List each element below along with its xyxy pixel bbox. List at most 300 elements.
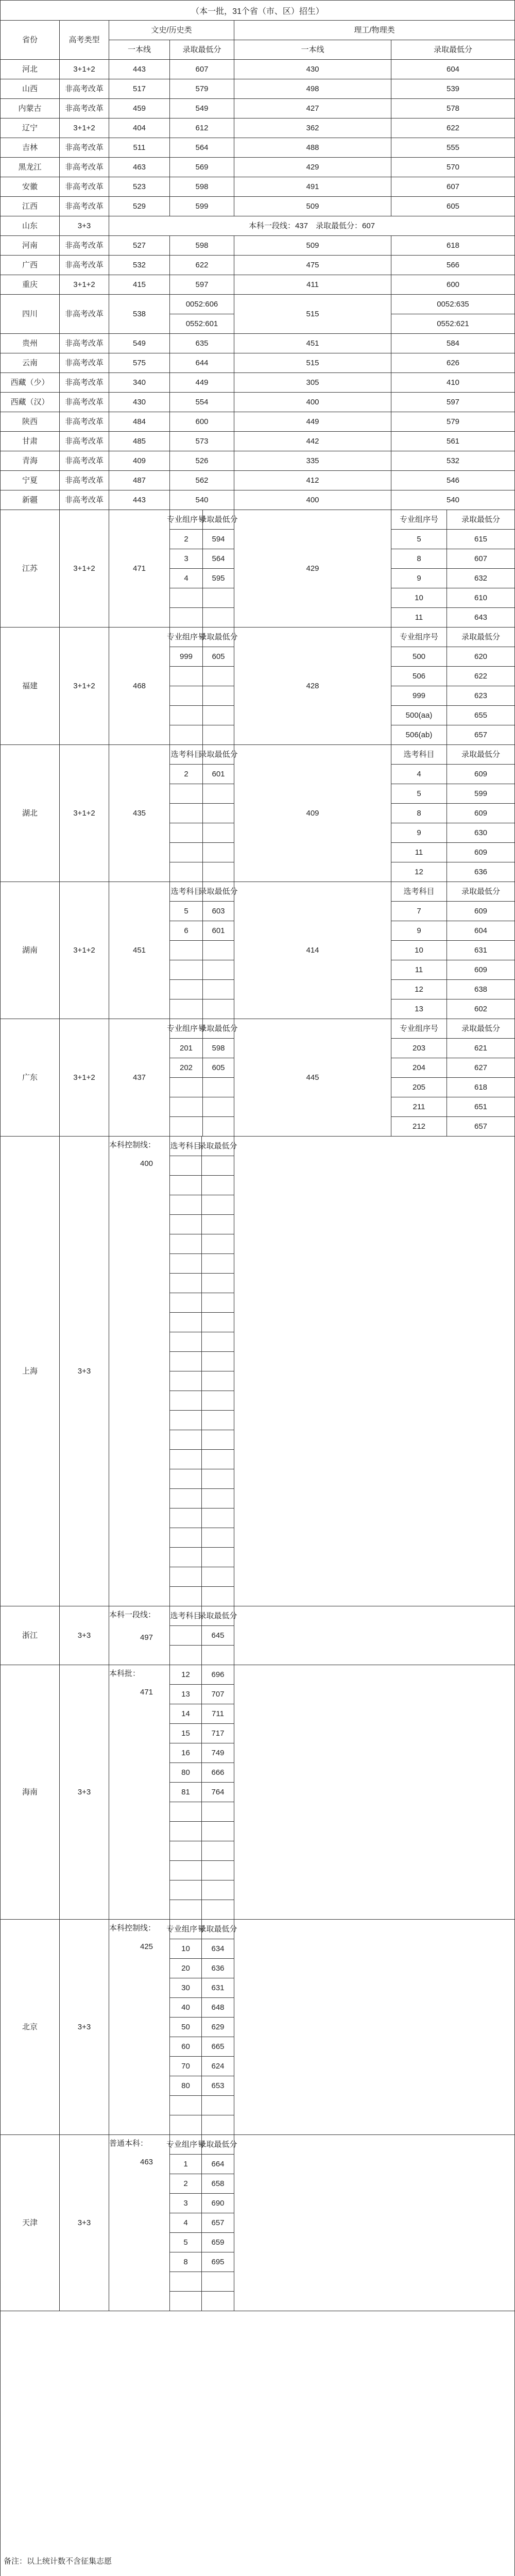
science-group-id: 9 [391,921,447,941]
science-line: 515 [234,295,391,334]
arts-line: 487 [109,471,170,490]
science-group-min: 643 [447,608,515,628]
science-min-score: 605 [391,197,515,216]
arts-line: 443 [109,490,170,510]
group-min-score: 658 [202,2174,234,2194]
group-min-score [202,1548,234,1567]
score-line-label: 本科控制线： [109,1924,156,1933]
arts-group-id [170,667,203,686]
science-min-score: 607 [391,177,515,197]
exam-type: 非高考改革 [60,334,109,353]
arts-min-score: 0552:601 [170,314,234,334]
min-score-header: 录取最低分 [202,1920,234,1939]
arts-group-min [203,862,234,882]
science-min-header: 录取最低分 [447,510,515,530]
arts-group-id [170,1097,203,1117]
group-min-score [202,1430,234,1450]
science-group-min: 609 [447,843,515,862]
group-id: 16 [170,1743,202,1763]
group-min-score [202,1528,234,1548]
group-min-score [202,1176,234,1195]
arts-min-score: 598 [170,177,234,197]
science-line: 400 [234,393,391,412]
group-min-score [202,1450,234,1469]
group-id [170,1626,202,1646]
science-min-score: 618 [391,236,515,256]
arts-group-id: 5 [170,902,203,921]
score-line-label: 本科批： [109,1669,141,1678]
science-group-header: 专业组序号 [391,510,447,530]
arts-line: 549 [109,334,170,353]
group-id: 40 [170,1998,202,2018]
science-min-score: 539 [391,79,515,99]
group-min-score: 653 [202,2076,234,2096]
group-min-score: 648 [202,1998,234,2018]
score-line-label: 本科控制线： [109,1141,156,1149]
exam-type: 3+1+2 [60,628,109,745]
arts-group-id [170,784,203,804]
group-min-score [202,1489,234,1509]
science-group-id: 204 [391,1058,447,1078]
arts-group-id: 2 [170,530,203,549]
science-group-id: 13 [391,999,447,1019]
science-group-min: 618 [447,1078,515,1097]
arts-line: 435 [109,745,170,882]
score-line-box [109,1920,170,2135]
group-min-score [202,1234,234,1254]
exam-type: 非高考改革 [60,373,109,393]
group-id [170,1567,202,1587]
science-group-header: 专业组序号 [391,1019,447,1039]
arts-group-min [203,980,234,999]
science-group-id: 500 [391,647,447,667]
science-group-id: 9 [391,569,447,588]
province-name: 湖北 [0,745,60,882]
arts-line: 527 [109,236,170,256]
group-id: 14 [170,1704,202,1724]
arts-group-id [170,1117,203,1137]
arts-group-min: 598 [203,1039,234,1058]
arts-group-min [203,608,234,628]
arts-min-score: 554 [170,393,234,412]
group-min-score [202,1822,234,1841]
science-min-score: 546 [391,471,515,490]
exam-type: 3+1+2 [60,118,109,138]
arts-group-id [170,725,203,745]
arts-min-header: 录取最低分 [203,1019,234,1039]
group-min-score: 659 [202,2233,234,2252]
exam-type: 非高考改革 [60,236,109,256]
science-group-id: 12 [391,980,447,999]
science-group-id: 11 [391,608,447,628]
arts-group-min [203,941,234,960]
group-id [170,1841,202,1861]
province-name: 黑龙江 [0,158,60,177]
science-min-score: 532 [391,451,515,471]
arts-min-score: 569 [170,158,234,177]
arts-line: 484 [109,412,170,432]
science-line: 451 [234,334,391,353]
group-id [170,1176,202,1195]
group-min-score [202,1215,234,1234]
arts-group-id [170,999,203,1019]
arts-group-id [170,941,203,960]
score-line-label: 普通本科： [109,2139,148,2148]
group-id: 50 [170,2018,202,2037]
science-group-id: 10 [391,588,447,608]
science-group-id: 8 [391,549,447,569]
exam-type: 非高考改革 [60,393,109,412]
group-id [170,2292,202,2311]
arts-group-id: 4 [170,569,203,588]
science-line: 409 [234,745,391,882]
group-min-score [202,1195,234,1215]
science-line: 475 [234,256,391,275]
arts-min-score: 635 [170,334,234,353]
exam-type: 非高考改革 [60,177,109,197]
arts-group-id [170,823,203,843]
science-group-min: 620 [447,647,515,667]
group-id [170,1332,202,1352]
group-min-score: 624 [202,2057,234,2076]
group-id [170,1861,202,1880]
arts-min-header: 录取最低分 [203,510,234,530]
group-min-score: 696 [202,1665,234,1685]
exam-type: 非高考改革 [60,197,109,216]
science-group-id: 7 [391,902,447,921]
group-id [170,1371,202,1391]
arts-group-min [203,843,234,862]
group-min-score: 666 [202,1763,234,1783]
group-min-score: 636 [202,1959,234,1978]
group-min-score [202,1646,234,1665]
group-min-score [202,1411,234,1430]
exam-type: 3+3 [60,1137,109,1606]
arts-min-score: 607 [170,60,234,79]
group-id: 13 [170,1685,202,1704]
arts-min-score: 599 [170,197,234,216]
arts-group-id: 3 [170,549,203,569]
header-science: 理工/物理类 [234,21,515,40]
science-group-id: 9 [391,823,447,843]
exam-type: 非高考改革 [60,471,109,490]
score-line-label: 本科一段线： [109,1611,156,1619]
science-group-min: 657 [447,725,515,745]
science-group-min: 622 [447,667,515,686]
group-min-score: 695 [202,2252,234,2272]
arts-group-id: 201 [170,1039,203,1058]
science-line: 429 [234,510,391,628]
science-line: 429 [234,158,391,177]
science-line: 414 [234,882,391,1019]
arts-group-id [170,686,203,706]
group-min-score [202,1841,234,1861]
arts-group-min [203,706,234,725]
arts-line: 468 [109,628,170,745]
science-group-min: 621 [447,1039,515,1058]
science-min-score: 561 [391,432,515,451]
exam-type: 非高考改革 [60,256,109,275]
science-min-score: 626 [391,353,515,373]
arts-group-min [203,725,234,745]
empty-area [234,1606,515,1665]
score-line-value: 463 [140,2158,153,2166]
group-id: 4 [170,2213,202,2233]
arts-group-id [170,960,203,980]
exam-type: 3+3 [60,1606,109,1665]
group-min-score [202,1802,234,1822]
arts-min-score: 598 [170,236,234,256]
score-line-box [109,1606,170,1665]
science-group-id: 5 [391,530,447,549]
group-id [170,1587,202,1606]
group-min-score [202,1469,234,1489]
group-min-score [202,1254,234,1274]
arts-group-min: 601 [203,765,234,784]
group-id [170,1195,202,1215]
province-name: 新疆 [0,490,60,510]
arts-group-id [170,804,203,823]
science-group-id: 11 [391,960,447,980]
group-id [170,1352,202,1371]
group-id [170,1156,202,1176]
group-min-score: 717 [202,1724,234,1743]
arts-min-score: 573 [170,432,234,451]
science-group-id: 205 [391,1078,447,1097]
arts-group-min: 603 [203,902,234,921]
arts-line: 575 [109,353,170,373]
science-group-min: 631 [447,941,515,960]
science-group-id: 11 [391,843,447,862]
arts-group-min: 594 [203,530,234,549]
province-name: 内蒙古 [0,99,60,118]
group-min-score: 665 [202,2037,234,2057]
exam-type: 非高考改革 [60,490,109,510]
group-id [170,1254,202,1274]
score-line-value: 400 [140,1159,153,1168]
arts-min-score: 564 [170,138,234,158]
group-min-score [202,2115,234,2135]
arts-line: 511 [109,138,170,158]
arts-line: 529 [109,197,170,216]
arts-group-min [203,1117,234,1137]
province-name: 广东 [0,1019,60,1137]
arts-group-min [203,999,234,1019]
min-score-header: 录取最低分 [202,2135,234,2155]
science-min-header: 录取最低分 [447,628,515,647]
science-group-id: 212 [391,1117,447,1137]
arts-group-id [170,862,203,882]
province-name: 西藏（少） [0,373,60,393]
header-province: 省份 [0,21,60,60]
science-group-min: 610 [447,588,515,608]
science-group-id: 203 [391,1039,447,1058]
arts-line: 463 [109,158,170,177]
arts-group-min: 564 [203,549,234,569]
group-min-score [202,1352,234,1371]
exam-type: 非高考改革 [60,451,109,471]
score-line-box [109,1665,170,1920]
group-min-score [202,1293,234,1313]
group-min-score: 749 [202,1743,234,1763]
arts-group-id [170,608,203,628]
group-min-score [202,1567,234,1587]
group-min-score: 629 [202,2018,234,2037]
arts-min-score: 644 [170,353,234,373]
province-name: 山东 [0,216,60,236]
arts-line: 437 [109,1019,170,1137]
province-name: 吉林 [0,138,60,158]
exam-type: 非高考改革 [60,99,109,118]
arts-group-id [170,1078,203,1097]
science-min-header: 录取最低分 [447,1019,515,1039]
exam-type: 3+1+2 [60,882,109,1019]
exam-type: 3+1+2 [60,60,109,79]
group-min-score: 707 [202,1685,234,1704]
science-min-score: 600 [391,275,515,295]
group-id: 15 [170,1724,202,1743]
group-min-score [202,1509,234,1528]
group-min-score: 657 [202,2213,234,2233]
science-line: 498 [234,79,391,99]
arts-line: 471 [109,510,170,628]
arts-group-min: 605 [203,647,234,667]
science-group-id: 10 [391,941,447,960]
arts-min-score: 562 [170,471,234,490]
empty-area [234,1920,515,2135]
exam-type: 3+3 [60,1665,109,1920]
min-score-header: 录取最低分 [202,1137,234,1156]
group-id: 20 [170,1959,202,1978]
science-group-header: 选考科目 [391,882,447,902]
science-group-id: 500(aa) [391,706,447,725]
science-line: 515 [234,353,391,373]
arts-group-id [170,706,203,725]
province-name: 河南 [0,236,60,256]
province-name: 上海 [0,1137,60,1606]
group-id [170,1274,202,1293]
arts-group-header: 选考科目 [170,745,203,765]
science-min-score: 622 [391,118,515,138]
score-line-box [109,1137,170,1606]
group-min-score [202,1156,234,1176]
arts-min-score: 579 [170,79,234,99]
arts-group-min [203,667,234,686]
science-min-header: 录取最低分 [447,745,515,765]
province-name: 青海 [0,451,60,471]
science-min-score: 578 [391,99,515,118]
province-name: 浙江 [0,1606,60,1665]
score-line-value: 471 [140,1688,153,1697]
arts-line: 451 [109,882,170,1019]
group-min-score [202,1861,234,1880]
science-group-min: 657 [447,1117,515,1137]
arts-line: 404 [109,118,170,138]
group-id [170,1646,202,1665]
science-group-min: 655 [447,706,515,725]
science-min-score: 410 [391,373,515,393]
group-id [170,1391,202,1411]
arts-group-header: 专业组序号 [170,628,203,647]
group-min-score [202,1371,234,1391]
arts-group-min [203,960,234,980]
group-id [170,1802,202,1822]
group-id [170,1450,202,1469]
group-id: 3 [170,2194,202,2213]
arts-group-id [170,980,203,999]
province-name: 湖南 [0,882,60,1019]
group-id: 5 [170,2233,202,2252]
arts-line: 443 [109,60,170,79]
science-group-id: 211 [391,1097,447,1117]
science-line: 491 [234,177,391,197]
group-id [170,1293,202,1313]
science-min-score: 555 [391,138,515,158]
group-min-score: 764 [202,1783,234,1802]
science-group-id: 5 [391,784,447,804]
group-id: 60 [170,2037,202,2057]
group-min-score [202,1880,234,1900]
arts-group-header: 选考科目 [170,882,203,902]
arts-group-min [203,1097,234,1117]
group-min-score [202,2272,234,2292]
group-header: 选考科目 [170,1606,202,1626]
group-min-score [202,1900,234,1920]
empty-area [234,2135,515,2311]
arts-line: 409 [109,451,170,471]
science-line: 428 [234,628,391,745]
arts-line: 485 [109,432,170,451]
province-name: 江西 [0,197,60,216]
group-id: 2 [170,2174,202,2194]
table-caption: （本一批，31个省（市、区）招生） [0,0,515,21]
arts-group-min [203,784,234,804]
arts-line: 532 [109,256,170,275]
group-id [170,1900,202,1920]
science-group-min: 636 [447,862,515,882]
exam-type: 非高考改革 [60,412,109,432]
science-group-header: 选考科目 [391,745,447,765]
arts-min-score: 449 [170,373,234,393]
exam-type: 3+1+2 [60,510,109,628]
arts-group-min: 605 [203,1058,234,1078]
arts-min-header: 录取最低分 [203,628,234,647]
arts-group-header: 专业组序号 [170,1019,203,1039]
header-arts: 文史/历史类 [109,21,234,40]
header-arts-line: 一本线 [109,40,170,60]
science-min-score: 540 [391,490,515,510]
arts-min-score: 600 [170,412,234,432]
group-id: 70 [170,2057,202,2076]
arts-group-min: 595 [203,569,234,588]
footnote: 备注：以上统计数不含征集志愿 [0,2311,515,2576]
exam-type: 3+3 [60,1920,109,2135]
arts-group-id: 202 [170,1058,203,1078]
science-group-min: 632 [447,569,515,588]
exam-type: 3+1+2 [60,275,109,295]
group-id [170,1430,202,1450]
science-min-score: 579 [391,412,515,432]
science-min-score: 584 [391,334,515,353]
science-group-min: 651 [447,1097,515,1117]
group-min-score: 690 [202,2194,234,2213]
exam-type: 3+1+2 [60,1019,109,1137]
science-group-id: 506(ab) [391,725,447,745]
province-name: 江苏 [0,510,60,628]
science-group-id: 12 [391,862,447,882]
science-line: 449 [234,412,391,432]
score-line-box [109,2135,170,2311]
